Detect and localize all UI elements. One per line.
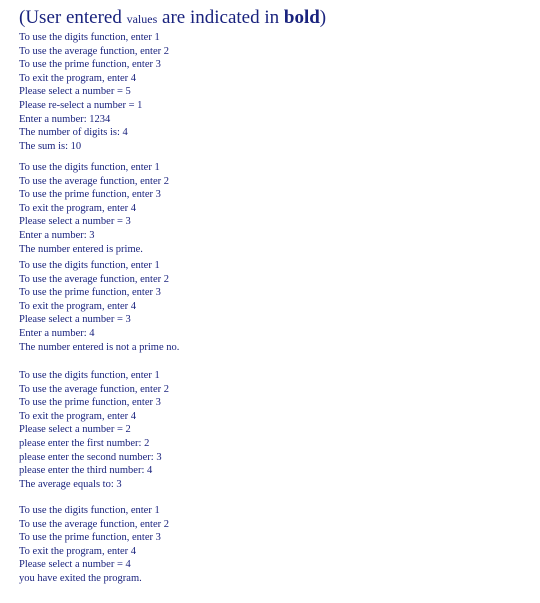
menu-line: To use the prime function, enter 3 <box>19 397 161 409</box>
menu-line: To exit the program, enter 4 <box>19 545 137 557</box>
title-part-bold: bold <box>283 7 320 28</box>
output-line: The number of digits is: 4 <box>19 127 128 139</box>
output-line: The average equals to: 3 <box>19 478 122 490</box>
output-line: Please select a number = 5 <box>19 86 131 98</box>
menu-line: To use the average function, enter 2 <box>19 383 169 395</box>
title-part-3: are indicated in <box>157 7 284 28</box>
session-block-digits <box>19 31 169 153</box>
output-line: Please select a number = 3 <box>19 314 131 326</box>
title-part-1: (User entered <box>19 7 127 28</box>
session-block-prime <box>19 161 169 256</box>
output-line: Please select a number = 3 <box>19 216 131 228</box>
output-line: please enter the second number: 3 <box>19 451 162 463</box>
menu-line: To exit the program, enter 4 <box>19 410 137 422</box>
menu-line: To use the average function, enter 2 <box>19 273 169 285</box>
menu-line: To use the digits function, enter 1 <box>19 260 160 271</box>
menu-line: To exit the program, enter 4 <box>19 300 137 312</box>
menu-line: To use the prime function, enter 3 <box>19 287 161 299</box>
output-line: Please select a number = 2 <box>19 424 131 436</box>
session-block-not-prime <box>19 259 179 354</box>
title-part-5: ) <box>319 7 327 28</box>
menu-line: To use the prime function, enter 3 <box>19 189 161 201</box>
output-line: please enter the first number: 2 <box>19 437 150 449</box>
output-line: Please re-select a number = 1 <box>19 99 143 111</box>
output-line: The number entered is not a prime no. <box>19 341 180 353</box>
page-title <box>19 6 326 31</box>
title-part-values: values <box>126 12 158 26</box>
output-line: Please select a number = 4 <box>19 559 131 571</box>
output-line: Enter a number: 4 <box>19 327 95 339</box>
menu-line: To use the average function, enter 2 <box>19 175 169 187</box>
session-block-exit <box>19 504 169 586</box>
output-line: please enter the third number: 4 <box>19 465 153 477</box>
menu-line: To use the digits function, enter 1 <box>19 505 160 516</box>
session-block-average <box>19 369 169 491</box>
menu-line: To exit the program, enter 4 <box>19 72 137 84</box>
output-line: you have exited the program. <box>19 572 142 584</box>
menu-line: To use the digits function, enter 1 <box>19 32 160 43</box>
menu-line: To exit the program, enter 4 <box>19 202 137 214</box>
output-line: The number entered is prime. <box>19 243 143 255</box>
menu-line: To use the prime function, enter 3 <box>19 532 161 544</box>
menu-line: To use the average function, enter 2 <box>19 45 169 57</box>
output-line: Enter a number: 1234 <box>19 113 111 125</box>
menu-line: To use the prime function, enter 3 <box>19 59 161 71</box>
menu-line: To use the digits function, enter 1 <box>19 162 160 173</box>
output-line: Enter a number: 3 <box>19 229 95 241</box>
menu-line: To use the digits function, enter 1 <box>19 370 160 381</box>
menu-line: To use the average function, enter 2 <box>19 518 169 530</box>
output-line: The sum is: 10 <box>19 140 82 152</box>
